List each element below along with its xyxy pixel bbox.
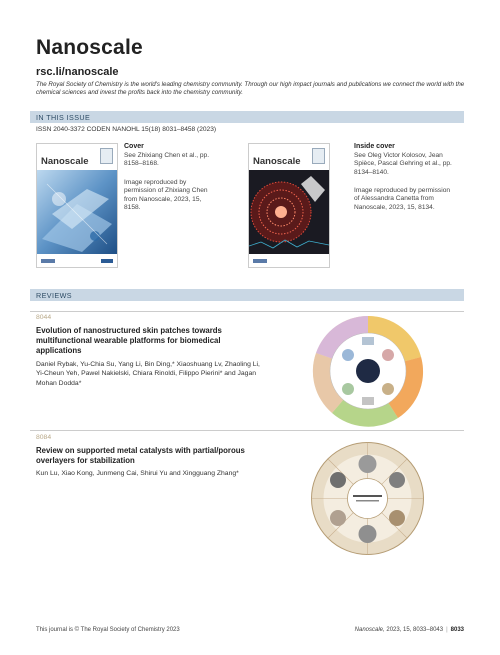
footer-citation: Nanoscale, 2023, 15, 8033–8043 | 8033	[354, 627, 464, 633]
cover-masthead	[37, 144, 117, 170]
in-this-issue-band	[30, 111, 464, 123]
inside-cover-badge-icon	[312, 148, 325, 164]
cover-label: Cover	[124, 143, 144, 150]
cover-see-line[interactable]: See Zhixiang Chen et al., pp. 8158–8168.	[124, 152, 210, 168]
article-graphical-abstract[interactable]	[311, 442, 424, 555]
inside-cover-label: Inside cover	[354, 143, 395, 150]
issn-line: ISSN 2040-3372 CODEN NANOHL 15(18) 8031–8458 (2023)	[36, 126, 217, 133]
cover-credit: Image reproduced by permission of Zhixiang Chen from Nanoscale, 2023, 15, 8158.	[124, 179, 208, 212]
inside-cover-masthead	[249, 144, 329, 170]
article-graphical-abstract[interactable]	[312, 315, 424, 427]
article-page-number: 8044	[36, 314, 52, 321]
cover-badge-icon	[100, 148, 113, 164]
circular-diagram-image	[312, 315, 424, 427]
inside-cover-thumbnail[interactable]	[248, 143, 330, 268]
rsc-logo-icon	[253, 259, 267, 263]
article-authors: Kun Lu, Xiao Kong, Junmeng Cai, Shirui Yu and Xingguang Zhang*	[36, 470, 239, 477]
footer-page-number: 8033	[450, 627, 464, 633]
cover-masthead-title: Nanoscale	[41, 156, 89, 167]
in-this-issue-heading: IN THIS ISSUE	[36, 112, 91, 122]
inside-cover-see-line[interactable]: See Oleg Victor Kolosov, Jean Spièce, Pascal Gehring et al., pp. 8134–8140.	[354, 152, 452, 176]
reviews-heading: REVIEWS	[36, 290, 72, 300]
inside-cover-masthead-title: Nanoscale	[253, 156, 301, 167]
reviews-band	[30, 289, 464, 301]
rsc-logo-icon	[41, 259, 55, 263]
article-separator	[30, 311, 464, 312]
partner-logo-icon	[101, 259, 113, 263]
article-separator	[30, 430, 464, 431]
cover-footer	[37, 254, 117, 267]
article-authors: Daniel Rybak, Yu-Chia Su, Yang Li, Bin Ding,* Xiaoshuang Lv, Zhaoling Li, Yi-Cheun Yeh, Pawel Nakielski, Chiara Rinoldi, Filippo Pierini* and Jagan Mohan Dodda*	[36, 361, 260, 387]
article-title[interactable]: Review on supported metal catalysts with partial/porous overlayers for stabilization	[36, 446, 245, 465]
footer-journal: Nanoscale,	[354, 627, 385, 633]
inside-cover-credit: Image reproduced by permission of Alessandra Canetta from Nanoscale, 2023, 15, 8134.	[354, 187, 451, 211]
footer-copyright: This journal is © The Royal Society of Chemistry 2023	[36, 627, 180, 633]
inside-cover-footer	[249, 254, 329, 267]
cover-thumbnail[interactable]	[36, 143, 118, 268]
footer-cite: 2023, 15, 8033–8043	[384, 627, 444, 633]
catalyst-diagram-image	[311, 442, 424, 555]
article-page-number: 8084	[36, 434, 52, 441]
article-title[interactable]: Evolution of nanostructured skin patches towards multifunctional wearable platforms for biomedical applications	[36, 326, 222, 355]
journal-blurb: The Royal Society of Chemistry is the world's leading chemistry community. Through our high impact journals and publications we connect the world with the chemical sciences and invest the profits back into the chemistry community.	[36, 81, 465, 97]
journal-title: Nanoscale	[36, 36, 143, 59]
journal-url[interactable]: rsc.li/nanoscale	[36, 66, 119, 78]
